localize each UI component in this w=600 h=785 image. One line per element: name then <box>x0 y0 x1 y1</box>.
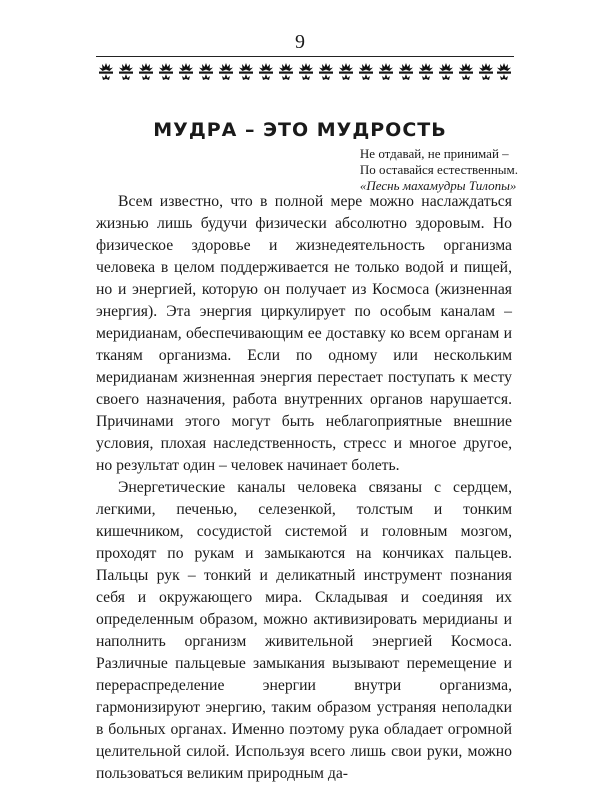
epigraph-source: «Песнь махамудры Тилопы» <box>359 178 517 193</box>
epigraph-line-1: Не отдавай, не принимай – <box>359 146 509 161</box>
paragraph-1: Всем известно, что в полной мере можно наслаждаться жизнью лишь будучи физически абсолютно здоровым. Но физическое здоровье и жизнедеятельность организма человека в целом поддерживается не только водой и пищей, но и энергией, которую он получает из Космоса (жизненная энергия). Эта энергия циркулирует по особым каналам – меридианам, обеспечивающим ее доставку ко всем органам и тканям организма. Если по одному или нескольким меридианам жизненная энергия перестает поступать к месту своего назначения, работа внутренних органов нарушается. Причинами этого могут быть неблагоприятные внешние условия, плохая наследственность, стресс и многое другое, но результат один – человек начинает болеть. <box>96 193 512 474</box>
paragraph-2: Энергетические каналы человека связаны с сердцем, легкими, печенью, селезенкой, толстым и тонким кишечником, сосудистой системой и головным мозгом, проходят по рукам и замыкаются на кончиках пальцев. Пальцы рук – тонкий и деликатный инструмент познания себя и окружающего мира. Складывая и соединяя их определенным образом, можно активизировать меридианы и наполнить организм живительной энергией Космоса. Различные пальцевые замыкания вызывают перемещение и перераспределение энергии внутри организма, гармонизируют энергию, таким образом устраняя неполадки в больных органах. Именно поэтому рука обладает огромной целительной силой. Используя всего лишь свои руки, можно пользоваться великим природным да- <box>96 479 512 782</box>
epigraph <box>360 146 518 194</box>
page-number: 9 <box>295 31 305 53</box>
ornament-border <box>96 60 514 84</box>
body-text <box>96 191 512 785</box>
epigraph-line-2: По оставайся естественным. <box>359 162 518 177</box>
chapter-title: МУДРА – ЭТО МУДРОСТЬ <box>153 119 447 141</box>
header-rule <box>96 56 514 57</box>
